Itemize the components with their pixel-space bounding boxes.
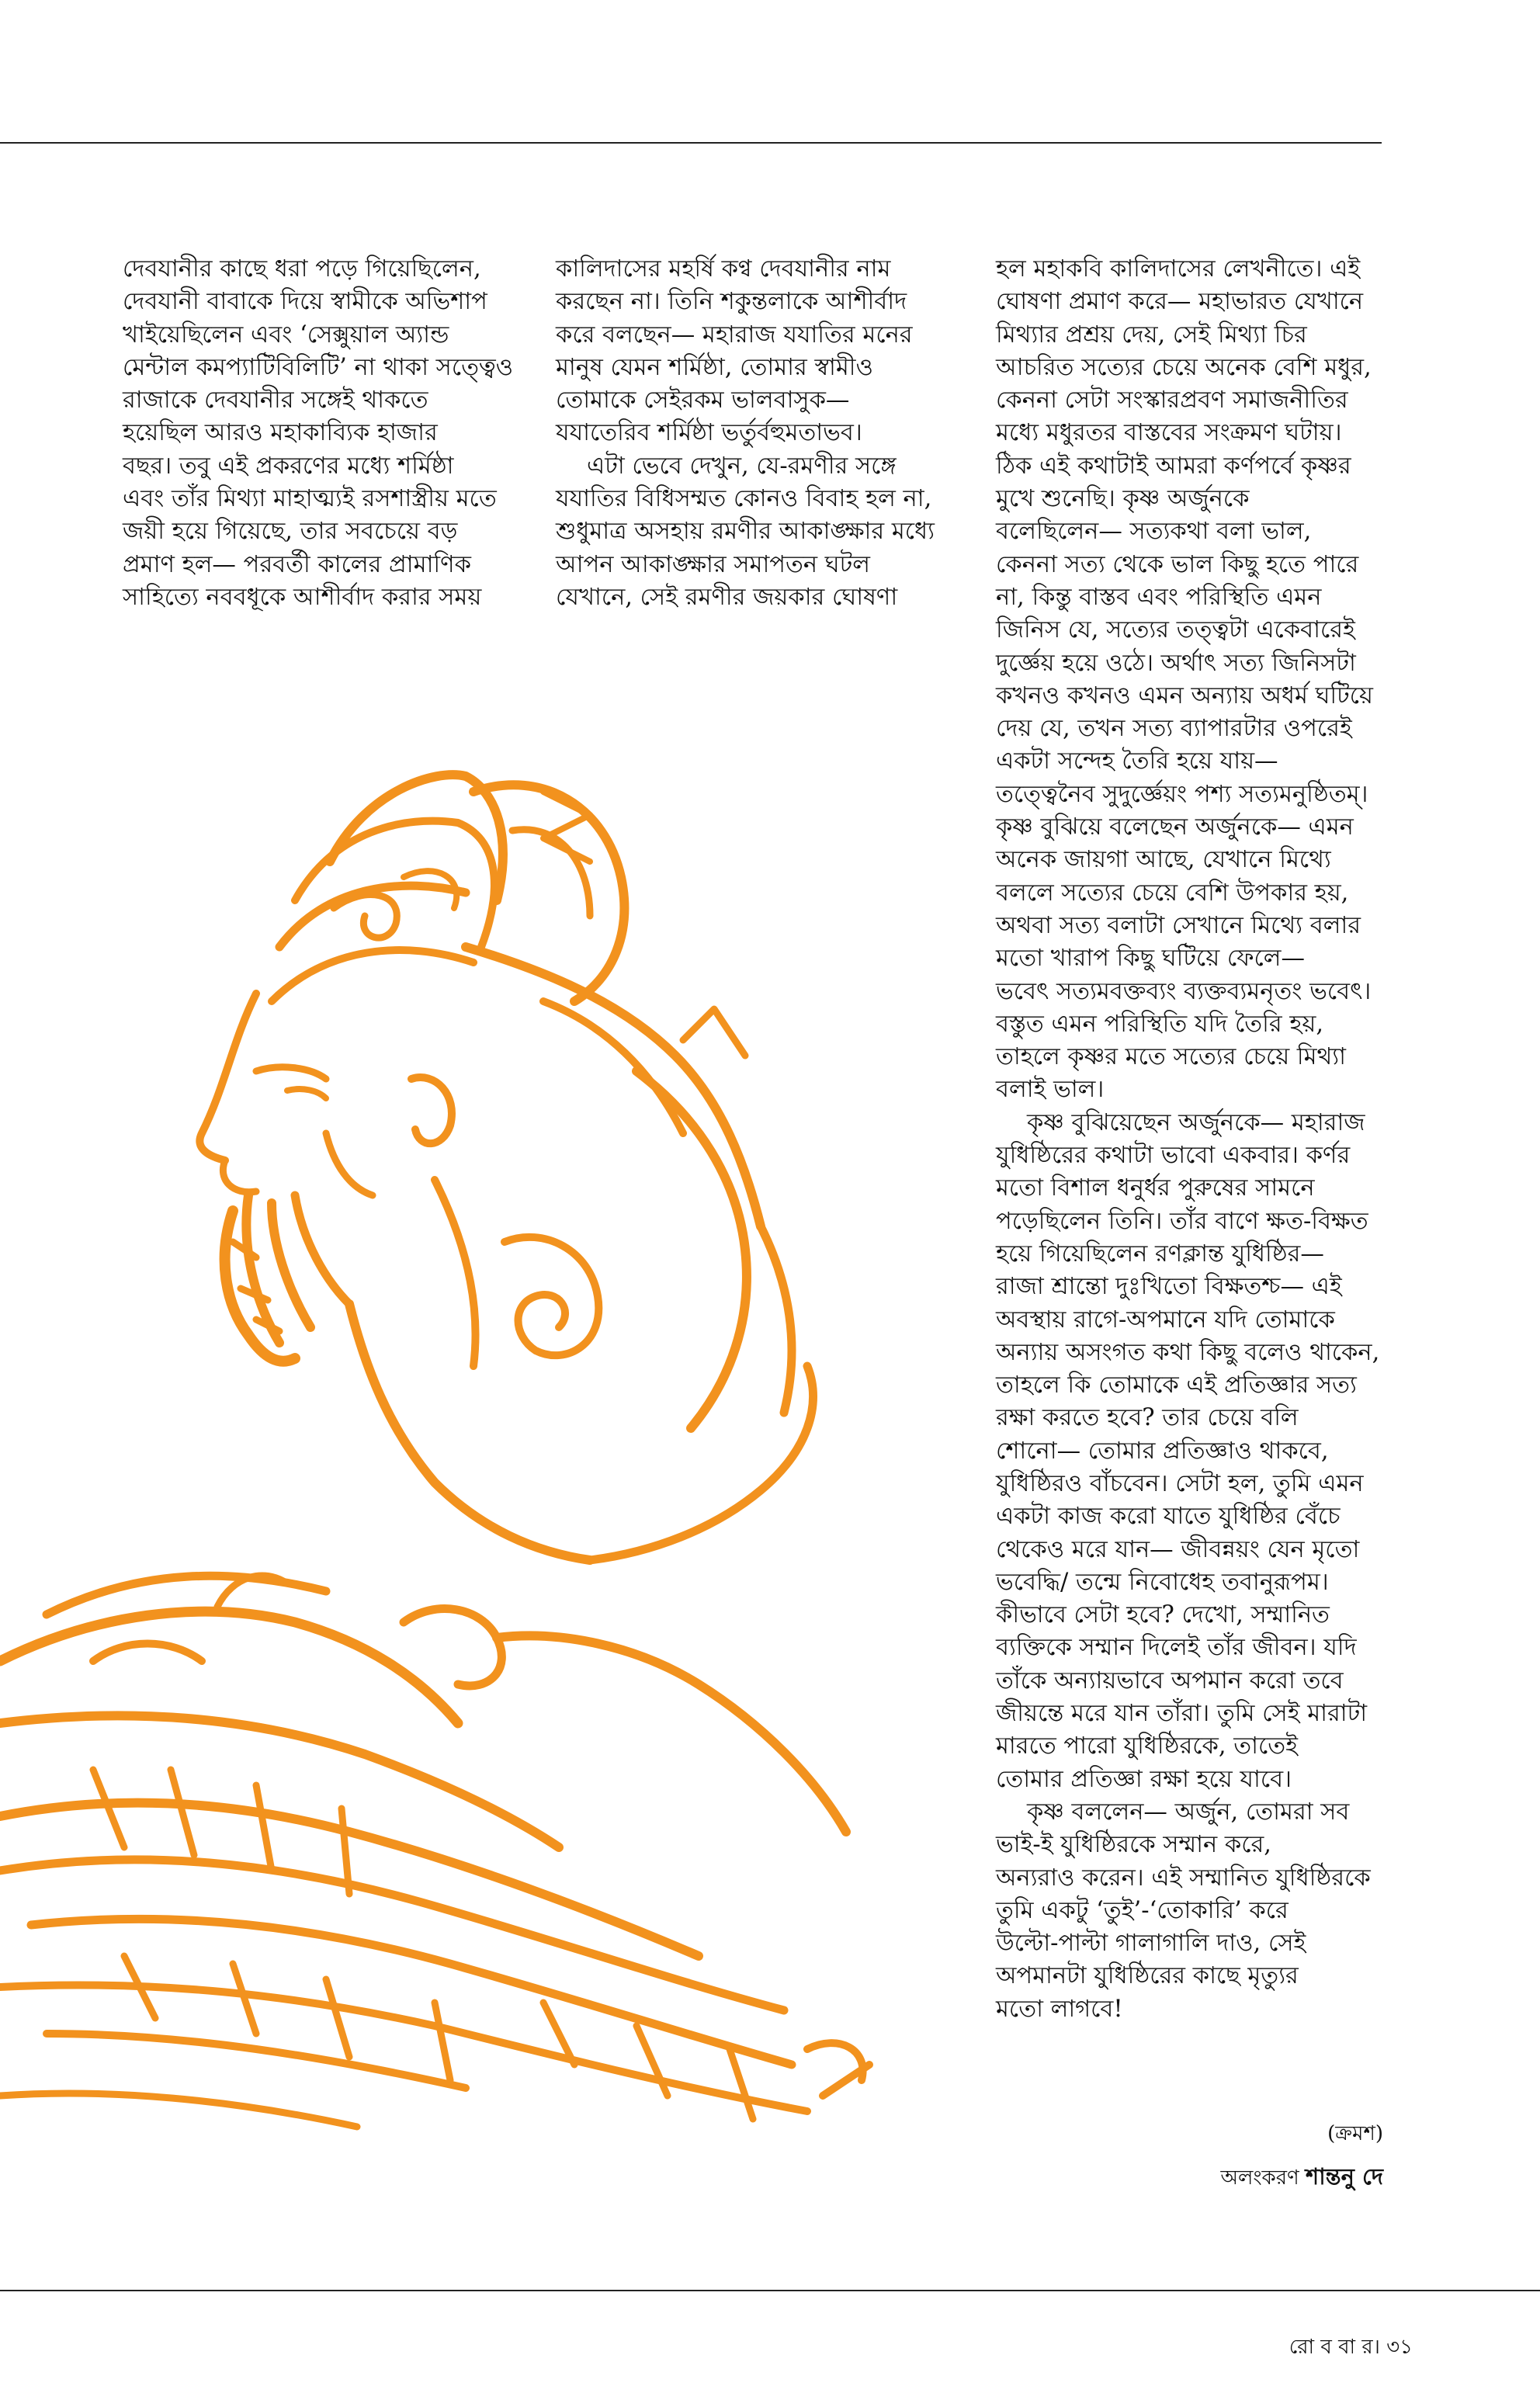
text-line: অনেক জায়গা আছে, যেখানে মিথ্যে — [996, 846, 1331, 874]
text-line: এটা ভেবে দেখুন, যে-রমণীর সঙ্গে — [587, 452, 897, 480]
text-line: থেকেও মরে যান— জীবন্নয়ং যেন মৃতো — [996, 1535, 1360, 1563]
text-line: বস্তুত এমন পরিস্থিতি যদি তৈরি হয়, — [996, 1010, 1324, 1038]
text-line: হয়েছিল আরও মহাকাব্যিক হাজার — [123, 419, 438, 447]
bottom-rule — [0, 2290, 1540, 2291]
text-line: রক্ষা করতে হবে? তার চেয়ে বলি — [996, 1404, 1299, 1432]
text-line: তাহলে কৃষ্ণর মতে সত্যের চেয়ে মিথ্যা — [996, 1043, 1346, 1071]
text-line: বছর। তবু এই প্রকরণের মধ্যে শর্মিষ্ঠা — [123, 452, 454, 480]
text-line: অন্যায় অসংগত কথা কিছু বলেও থাকেন, — [996, 1338, 1380, 1366]
text-line: দেবযানীর কাছে ধরা পড়ে গিয়েছিলেন, — [123, 255, 481, 283]
page-folio: রো ব বা র। ৩১ — [1289, 2336, 1413, 2359]
text-line: মুখে শুনেছি। কৃষ্ণ অর্জুনকে — [996, 485, 1250, 513]
text-line: যুধিষ্ঠিরের কথাটা ভাবো একবার। কর্ণর — [996, 1142, 1351, 1170]
text-line: কৃষ্ণ বুঝিয়েছেন অর্জুনকে— মহারাজ — [1027, 1108, 1365, 1136]
text-line: উল্টো-পাল্টা গালাগালি দাও, সেই — [996, 1930, 1306, 1958]
text-line: জয়ী হয়ে গিয়েছে, তার সবচেয়ে বড় — [123, 518, 458, 546]
text-line: অন্যরাও করেন। এই সম্মানিত যুধিষ্ঠিরকে — [996, 1864, 1371, 1892]
text-line: রাজাকে দেবযানীর সঙ্গেই থাকতে — [123, 387, 428, 414]
text-line: একটা সন্দেহ তৈরি হয়ে যায়— — [996, 747, 1278, 775]
series-continued-label: (ক্রমশ) — [1327, 2122, 1383, 2145]
text-line: কালিদাসের মহর্ষি কণ্ব দেবযানীর নাম — [556, 255, 891, 283]
artist-name: শান্তনু দে — [1306, 2163, 1383, 2190]
text-line: কীভাবে সেটা হবে? দেখো, সম্মানিত — [996, 1601, 1330, 1629]
text-line: হল মহাকবি কালিদাসের লেখনীতে। এই — [996, 255, 1361, 283]
text-line: যযাতেরিব শর্মিষ্ঠা ভর্তুর্বহুমতাভব। — [556, 419, 862, 447]
text-line: মেন্টাল কমপ্যাটিবিলিটি’ না থাকা সত্ত্বেও — [123, 353, 514, 381]
text-line: রাজা শ্রান্তো দুঃখিতো বিক্ষতশ্চ— এই — [996, 1273, 1342, 1301]
text-line: ঠিক এই কথাটাই আমরা কর্ণপর্বে কৃষ্ণর — [996, 452, 1351, 480]
text-line: তাঁকে অন্যায়ভাবে অপমান করো তবে — [996, 1666, 1344, 1694]
text-line: ঘোষণা প্রমাণ করে— মহাভারত যেখানে — [996, 288, 1364, 316]
text-line: দেবযানী বাবাকে দিয়ে স্বামীকে অভিশাপ — [123, 288, 487, 316]
turban-sketch — [272, 775, 624, 1001]
text-line: করে বলছেন— মহারাজ যযাতির মনের — [556, 321, 913, 349]
text-line: মানুষ যেমন শর্মিষ্ঠা, তোমার স্বামীও — [556, 353, 873, 381]
text-line: মিথ্যার প্রশ্রয় দেয়, সেই মিথ্যা চির — [996, 321, 1307, 349]
text-line: মারতে পারো যুধিষ্ঠিরকে, তাতেই — [996, 1732, 1298, 1760]
text-line: কখনও কখনও এমন অন্যায় অধর্ম ঘটিয়ে — [996, 681, 1373, 709]
beard-sketch — [225, 1195, 349, 1361]
text-line: অথবা সত্য বলাটা সেখানে মিথ্যে বলার — [996, 911, 1361, 939]
text-line: আপন আকাঙ্ক্ষার সমাপতন ঘটল — [556, 550, 870, 578]
text-line: কেননা সত্য থেকে ভাল কিছু হতে পারে — [996, 550, 1359, 578]
text-line: কৃষ্ণ বললেন— অর্জুন, তোমরা সব — [1027, 1798, 1350, 1826]
text-line: ভবেৎ সত্যমবক্তব্যং ব্যক্তব্যমনৃতং ভবেৎ। — [996, 977, 1372, 1005]
text-line: অপমানটা যুধিষ্ঠিরের কাছে মৃত্যুর — [996, 1962, 1299, 1990]
face-sketch — [199, 994, 452, 1195]
text-line: যেখানে, সেই রমণীর জয়কার ঘোষণা — [556, 583, 898, 611]
text-line: কৃষ্ণ বুঝিয়ে বলেছেন অর্জুনকে— এমন — [996, 813, 1354, 841]
text-line: মধ্যে মধুরতর বাস্তবের সংক্রমণ ঘটায়। — [996, 419, 1342, 447]
text-line: মতো খারাপ কিছু ঘটিয়ে ফেলে— — [996, 945, 1305, 973]
text-line: কেননা সেটা সংস্কারপ্রবণ সমাজনীতির — [996, 387, 1348, 414]
text-line: যযাতির বিধিসম্মত কোনও বিবাহ হল না, — [556, 485, 932, 513]
illustration-label: অলংকরণ — [1220, 2166, 1299, 2190]
column-2 — [556, 253, 935, 614]
text-line: শুধুমাত্র অসহায় রমণীর আকাঙ্ক্ষার মধ্যে — [556, 518, 935, 546]
text-line: পড়েছিলেন তিনি। তাঁর বাণে ক্ষত-বিক্ষত — [996, 1207, 1368, 1235]
text-line: এবং তাঁর মিথ্যা মাহাত্ম্যই রসশাস্ত্রীয় মতে — [123, 485, 497, 513]
column-3 — [996, 253, 1379, 2026]
text-line: শোনো— তোমার প্রতিজ্ঞাও থাকবে, — [996, 1437, 1329, 1465]
text-line: ব্যক্তিকে সম্মান দিলেই তাঁর জীবন। যদি — [996, 1634, 1357, 1662]
text-line: বলাই ভাল। — [996, 1076, 1105, 1104]
text-line: আচরিত সত্যের চেয়ে অনেক বেশি মধুর, — [996, 353, 1372, 381]
text-line: প্রমাণ হল— পরবর্তী কালের প্রামাণিক — [123, 550, 471, 578]
sage-illustration — [0, 745, 978, 2166]
text-line: দুর্জ্ঞেয় হয়ে ওঠে। অর্থাৎ সত্য জিনিসটা — [996, 649, 1356, 677]
text-line: তত্ত্বেনৈব সুদুর্জ্ঞেয়ং পশ্য সত্যমনুষ্ঠিতম্। — [996, 780, 1368, 808]
text-line: দেয় যে, তখন সত্য ব্যাপারটার ওপরেই — [996, 715, 1352, 743]
column-1 — [123, 253, 513, 614]
text-line: তোমার প্রতিজ্ঞা রক্ষা হয়ে যাবে। — [996, 1765, 1292, 1793]
text-line: বলেছিলেন— সত্যকথা বলা ভাল, — [996, 518, 1312, 546]
text-line: বললে সত্যের চেয়ে বেশি উপকার হয়, — [996, 879, 1349, 907]
text-line: হয়ে গিয়েছিলেন রণক্লান্ত যুধিষ্ঠির— — [996, 1240, 1324, 1268]
manuscript-sketch — [0, 1770, 869, 2127]
text-line: জীয়ন্তে মরে যান তাঁরা। তুমি সেই মারাটা — [996, 1700, 1368, 1728]
text-line: তুমি একটু ‘তুই’-‘তোকারি’ করে — [996, 1896, 1289, 1924]
text-line: তাহলে কি তোমাকে এই প্রতিজ্ঞার সত্য — [996, 1372, 1357, 1399]
text-line: খাইয়েছিলেন এবং ‘সেক্সুয়াল অ্যান্ড — [123, 321, 449, 349]
text-line: যুধিষ্ঠিরও বাঁচবেন। সেটা হল, তুমি এমন — [996, 1469, 1364, 1497]
top-rule — [0, 142, 1382, 144]
robe-sketch — [349, 947, 813, 1560]
text-line: করছেন না। তিনি শকুন্তলাকে আশীর্বাদ — [556, 288, 907, 316]
text-line: মতো লাগবে! — [996, 1995, 1123, 2023]
text-line: তোমাকে সেইরকম ভালবাসুক— — [556, 387, 850, 414]
illustration-credit — [1071, 2159, 1383, 2197]
text-line: সাহিত্যে নববধূকে আশীর্বাদ করার সময় — [123, 583, 482, 611]
text-line: ভবেদ্ধি/ তন্মে নিবোধেহ তবানুরূপম। — [996, 1568, 1329, 1596]
text-line: জিনিস যে, সত্যের তত্ত্বটা একেবারেই — [996, 616, 1355, 644]
text-line: অবস্থায় রাগে-অপমানে যদি তোমাকে — [996, 1306, 1335, 1333]
text-line: মতো বিশাল ধনুর্ধর পুরুষের সামনে — [996, 1174, 1315, 1202]
text-line: না, কিন্তু বাস্তব এবং পরিস্থিতি এমন — [996, 583, 1322, 611]
text-line: একটা কাজ করো যাতে যুধিষ্ঠির বেঁচে — [996, 1503, 1341, 1531]
text-line: ভাই-ই যুধিষ্ঠিরকে সম্মান করে, — [996, 1831, 1271, 1859]
